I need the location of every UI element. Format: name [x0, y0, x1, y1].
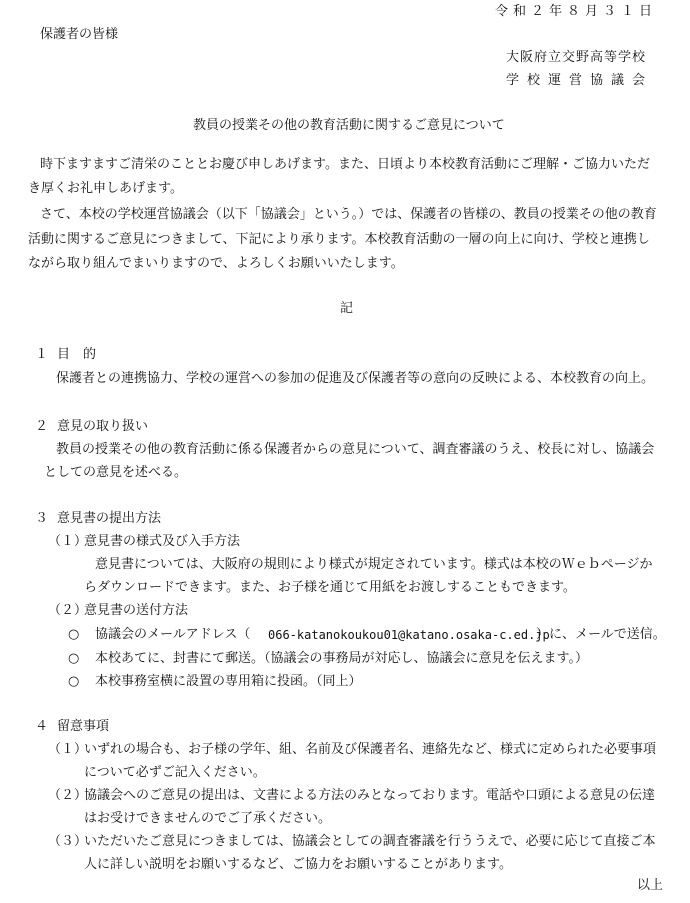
section2-number: ２: [35, 419, 49, 434]
note3-line1: いただいたご意見につきましては、協議会としての調査審議を行ううえで、必要に応じて直接ご本: [84, 834, 656, 849]
sender-council: 学校運営協議会: [506, 73, 654, 88]
bullet-circle-icon: ○: [68, 627, 80, 642]
section3-sub1-heading: 意見書の様式及び入手方法: [84, 534, 241, 549]
section3-sub1-number: （１）: [48, 534, 88, 549]
section3-sub1-line2: らダウンロードできます。また、お子様を通じて用紙をお渡しすることもできます。: [84, 580, 576, 595]
sender-school: 大阪府立交野高等学校: [506, 50, 647, 65]
bullet-circle-icon: ○: [68, 674, 80, 689]
section1-number: １: [35, 347, 49, 362]
bullet-circle-icon: ○: [68, 651, 80, 666]
section2-line2: としての意見を述べる。: [44, 465, 188, 480]
intro-p2-line3: ながら取り組んでまいりますので、よろしくお願いいたします。: [28, 256, 404, 271]
section4-heading: 留意事項: [57, 719, 110, 734]
document-title: 教員の授業その他の教育活動に関するご意見について: [193, 118, 505, 133]
note3-number: （３）: [48, 834, 88, 849]
document-date: 令和２年８月３１日: [495, 4, 658, 19]
box-method-text: 本校事務室横に設置の専用箱に投函。（同上）: [95, 674, 362, 689]
recipient-line: 保護者の皆様: [40, 27, 119, 42]
section3-number: ３: [35, 511, 49, 526]
note1-line2: について必ずご記入ください。: [84, 765, 266, 780]
note2-line1: 協議会へのご意見の提出は、文書による方法のみとなっております。電話や口頭による意見の伝達: [84, 788, 655, 803]
section3-sub2-number: （２）: [48, 603, 88, 618]
section1-heading: 目 的: [57, 347, 97, 362]
email-method-prefix: 協議会のメールアドレス（: [95, 627, 251, 642]
intro-p2-line1: さて、本校の学校運営協議会（以下「協議会」という。）では、保護者の皆様の、教員の授業その他の教育: [40, 207, 657, 222]
mail-method-text: 本校あてに、封書にて郵送。（協議会の事務局が対応し、協議会に意見を伝えます。）: [95, 651, 588, 666]
section3-heading: 意見書の提出方法: [57, 511, 162, 526]
closing-mark: 以上: [637, 878, 664, 893]
section1-text: 保護者との連携協力、学校の運営への参加の促進及び保護者等の意向の反映による、本校教育の向上。: [56, 371, 655, 386]
email-method-suffix: ）に、メールで送信。: [536, 627, 666, 642]
intro-p1-line1: 時下ますますご清栄のこととお慶び申しあげます。また、日頃より本校教育活動にご理解・ご協力いただ: [40, 157, 650, 172]
section3-sub1-line1: 意見書については、大阪府の規則により様式が規定されています。様式は本校のＷｅｂページか: [95, 557, 653, 572]
note2-line2: はお受けできませんのでご了承ください。: [84, 811, 332, 826]
section3-sub2-heading: 意見書の送付方法: [84, 603, 189, 618]
note1-number: （１）: [48, 742, 88, 757]
section4-number: ４: [35, 719, 49, 734]
council-email-address[interactable]: 066-katanokoukou01@katano.osaka-c.ed.jp: [268, 628, 550, 642]
note3-line2: 人に詳しい説明をお願いするなど、ご協力をお願いすることがあります。: [84, 857, 512, 872]
note1-line1: いずれの場合も、お子様の学年、組、名前及び保護者名、連絡先など、様式に定められた必要事項: [84, 742, 657, 757]
note2-number: （２）: [48, 788, 88, 803]
section2-line1: 教員の授業その他の教育活動に係る保護者からの意見について、調査審議のうえ、校長に対し、協議会: [56, 442, 655, 457]
section2-heading: 意見の取り扱い: [57, 419, 149, 434]
intro-p1-line2: き厚くお礼申しあげます。: [28, 181, 183, 196]
intro-p2-line2: 活動に関するご意見につきまして、下記により承ります。本校教育活動の一層の向上に向け、学校と連携し: [28, 232, 650, 247]
ki-marker: 記: [340, 301, 354, 316]
